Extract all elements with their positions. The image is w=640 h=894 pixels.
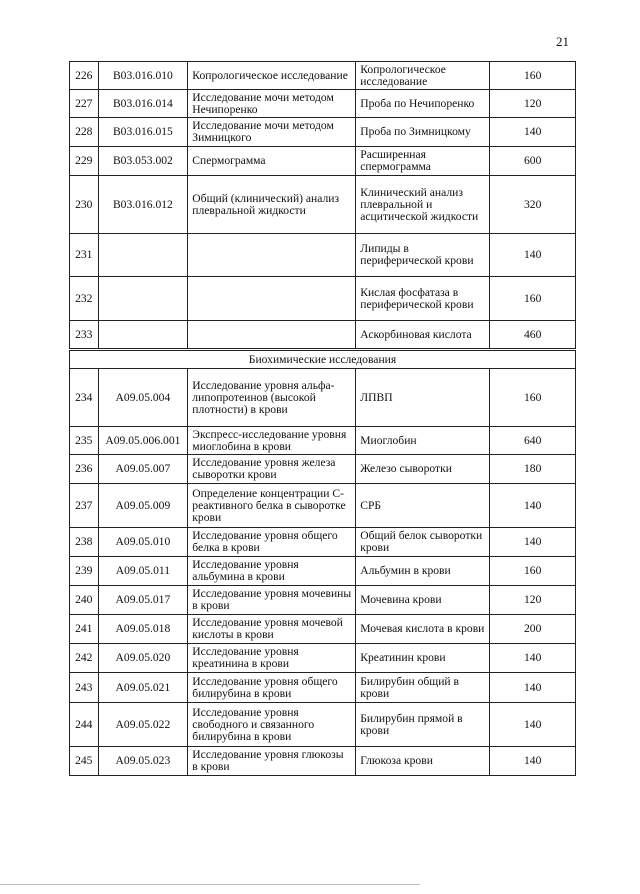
- table-row: [70, 484, 576, 528]
- service-name: Исследование уровня глюкозы в крови: [188, 747, 356, 776]
- row-number: 245: [70, 747, 99, 776]
- table-row: [70, 277, 576, 321]
- service-price: 140: [490, 703, 576, 747]
- service-code: A09.05.010: [98, 528, 188, 557]
- row-number: 228: [70, 118, 99, 147]
- page-number: 21: [556, 34, 569, 49]
- service-name: Исследование уровня железа сыворотки крови: [188, 455, 356, 484]
- table-row: [70, 528, 576, 557]
- row-number: 234: [70, 369, 99, 427]
- row-number: 238: [70, 528, 99, 557]
- service-name: Исследование уровня креатинина в крови: [188, 644, 356, 673]
- section-title: Биохимические исследования: [70, 350, 576, 369]
- service-code: A09.05.004: [98, 369, 188, 427]
- service-short-name: Билирубин прямой в крови: [356, 703, 490, 747]
- service-short-name: Глюкоза крови: [356, 747, 490, 776]
- service-code: A09.05.017: [98, 586, 188, 615]
- service-short-name: Клинический анализ плевральной и асцитической жидкости: [356, 176, 490, 234]
- rows-group-a: [70, 62, 576, 350]
- service-code: [98, 321, 188, 350]
- service-price: 160: [490, 62, 576, 90]
- service-code: A09.05.020: [98, 644, 188, 673]
- row-number: 230: [70, 176, 99, 234]
- row-number: 232: [70, 277, 99, 321]
- table-row: [70, 176, 576, 234]
- service-price: 120: [490, 90, 576, 118]
- service-price: 140: [490, 118, 576, 147]
- table-row: [70, 673, 576, 703]
- service-price: 140: [490, 644, 576, 673]
- service-price: 160: [490, 277, 576, 321]
- service-price: 600: [490, 147, 576, 176]
- table-row: [70, 615, 576, 644]
- row-number: 229: [70, 147, 99, 176]
- service-code: A09.05.009: [98, 484, 188, 528]
- table-row: [70, 321, 576, 350]
- row-number: 242: [70, 644, 99, 673]
- row-number: 239: [70, 557, 99, 586]
- section-header-row: [70, 350, 576, 369]
- service-code: A09.05.021: [98, 673, 188, 703]
- service-code: A09.05.018: [98, 615, 188, 644]
- service-short-name: Железо сыворотки: [356, 455, 490, 484]
- service-name: Исследование уровня альбумина в крови: [188, 557, 356, 586]
- rows-group-b: [70, 350, 576, 776]
- service-price: 180: [490, 455, 576, 484]
- service-price: 140: [490, 484, 576, 528]
- service-short-name: Миоглобин: [356, 427, 490, 455]
- service-price: 140: [490, 528, 576, 557]
- service-name: Исследование уровня мочевины в крови: [188, 586, 356, 615]
- service-short-name: Расширенная спермограмма: [356, 147, 490, 176]
- service-price: 140: [490, 747, 576, 776]
- service-short-name: Общий белок сыворотки крови: [356, 528, 490, 557]
- service-price: 320: [490, 176, 576, 234]
- service-name: [188, 321, 356, 350]
- price-table: [69, 61, 576, 776]
- service-price: 120: [490, 586, 576, 615]
- service-short-name: Альбумин в крови: [356, 557, 490, 586]
- service-name: Общий (клинический) анализ плевральной жидкости: [188, 176, 356, 234]
- service-price: 460: [490, 321, 576, 350]
- service-short-name: Проба по Нечипоренко: [356, 90, 490, 118]
- table-row: [70, 90, 576, 118]
- service-short-name: Кислая фосфатаза в периферической крови: [356, 277, 490, 321]
- bottom-rule: [0, 884, 420, 885]
- service-short-name: Креатинин крови: [356, 644, 490, 673]
- row-number: 241: [70, 615, 99, 644]
- row-number: 227: [70, 90, 99, 118]
- service-name: Исследование мочи методом Зимницкого: [188, 118, 356, 147]
- row-number: 244: [70, 703, 99, 747]
- table-row: [70, 455, 576, 484]
- service-price: 160: [490, 557, 576, 586]
- row-number: 237: [70, 484, 99, 528]
- service-name: Исследование уровня общего билирубина в крови: [188, 673, 356, 703]
- table-row: [70, 369, 576, 427]
- service-price: 160: [490, 369, 576, 427]
- table-row: [70, 557, 576, 586]
- table-row: [70, 427, 576, 455]
- service-name: Исследование уровня свободного и связанного билирубина в крови: [188, 703, 356, 747]
- row-number: 243: [70, 673, 99, 703]
- service-short-name: Мочевая кислота в крови: [356, 615, 490, 644]
- row-number: 240: [70, 586, 99, 615]
- service-name: Исследование уровня мочевой кислоты в крови: [188, 615, 356, 644]
- service-short-name: Копрологическое исследование: [356, 62, 490, 90]
- table-row: [70, 62, 576, 90]
- service-short-name: Мочевина крови: [356, 586, 490, 615]
- row-number: 231: [70, 234, 99, 277]
- service-price: 140: [490, 234, 576, 277]
- table-row: [70, 703, 576, 747]
- service-name: Спермограмма: [188, 147, 356, 176]
- row-number: 226: [70, 62, 99, 90]
- service-code: A09.05.006.001: [98, 427, 188, 455]
- service-code: B03.016.014: [98, 90, 188, 118]
- service-short-name: ЛПВП: [356, 369, 490, 427]
- row-number: 235: [70, 427, 99, 455]
- service-name: Исследование мочи методом Нечипоренко: [188, 90, 356, 118]
- service-code: B03.016.012: [98, 176, 188, 234]
- table-row: [70, 586, 576, 615]
- service-name: Копрологическое исследование: [188, 62, 356, 90]
- row-number: 233: [70, 321, 99, 350]
- service-code: B03.053.002: [98, 147, 188, 176]
- service-code: B03.016.015: [98, 118, 188, 147]
- row-number: 236: [70, 455, 99, 484]
- service-code: A09.05.022: [98, 703, 188, 747]
- table-row: [70, 234, 576, 277]
- table-row: [70, 118, 576, 147]
- service-name: [188, 234, 356, 277]
- service-name: Исследование уровня общего белка в крови: [188, 528, 356, 557]
- service-price: 140: [490, 673, 576, 703]
- service-code: A09.05.007: [98, 455, 188, 484]
- service-short-name: Аскорбиновая кислота: [356, 321, 490, 350]
- service-code: A09.05.011: [98, 557, 188, 586]
- service-code: A09.05.023: [98, 747, 188, 776]
- service-name: Определение концентрации С-реактивного белка в сыворотке крови: [188, 484, 356, 528]
- service-short-name: СРБ: [356, 484, 490, 528]
- service-short-name: Билирубин общий в крови: [356, 673, 490, 703]
- service-code: B03.016.010: [98, 62, 188, 90]
- service-name: [188, 277, 356, 321]
- service-name: Экспресс-исследование уровня миоглобина в крови: [188, 427, 356, 455]
- service-price: 640: [490, 427, 576, 455]
- table-row: [70, 644, 576, 673]
- service-code: [98, 277, 188, 321]
- service-price: 200: [490, 615, 576, 644]
- table-row: [70, 747, 576, 776]
- service-code: [98, 234, 188, 277]
- service-short-name: Проба по Зимницкому: [356, 118, 490, 147]
- service-name: Исследование уровня альфа-липопротеинов (высокой плотности) в крови: [188, 369, 356, 427]
- service-short-name: Липиды в периферической крови: [356, 234, 490, 277]
- table-row: [70, 147, 576, 176]
